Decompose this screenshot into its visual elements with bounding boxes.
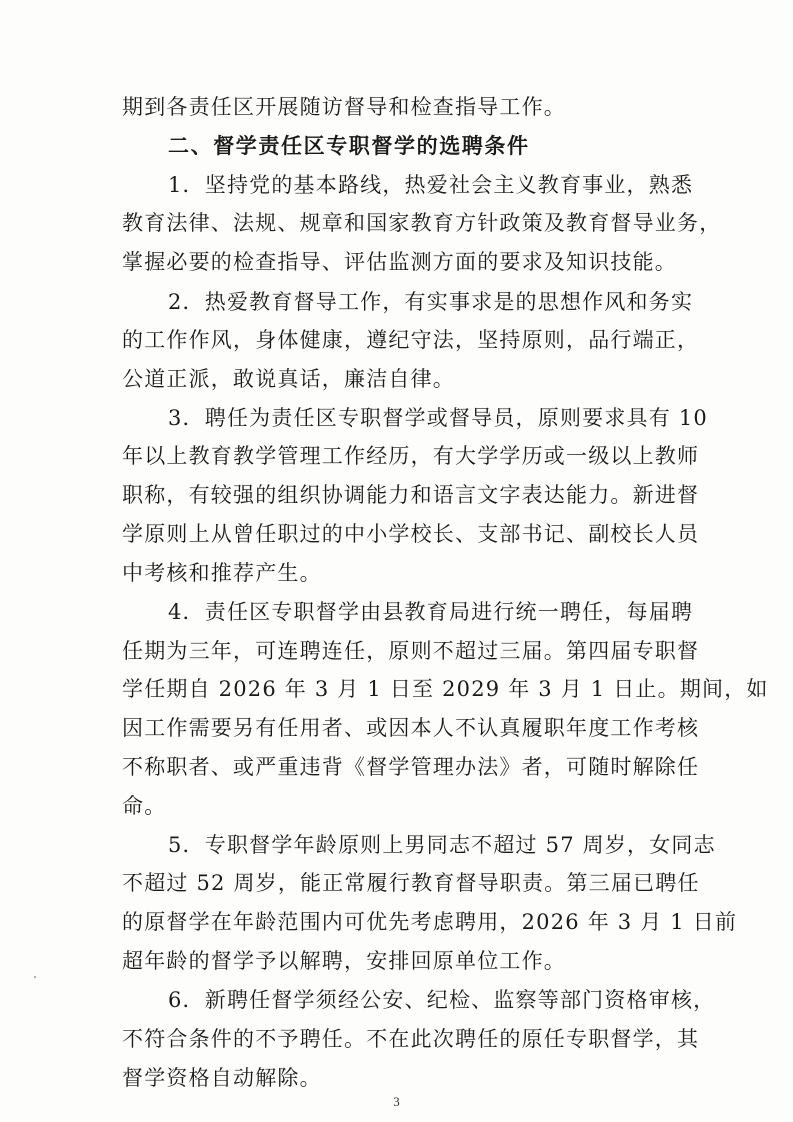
text-line: 的原督学在年龄范围内可优先考虑聘用，2026 年 3 月 1 日前 [122,910,738,934]
text-line: 职称，有较强的组织协调能力和语言文字表达能力。新进督 [122,483,700,507]
text-line: 5．专职督学年龄原则上男同志不超过 57 周岁，女同志 [168,833,716,857]
text-line: 任期为三年，可连聘连任，原则不超过三届。第四届专职督 [122,639,700,663]
text-line: 不超过 52 周岁，能正常履行教育督导职责。第三届已聘任 [122,871,700,895]
text-line: 不符合条件的不予聘任。不在此次聘任的原任专职督学，其 [122,1027,700,1051]
text-line: 2．热爱教育督导工作，有实事求是的思想作风和务实 [168,290,694,314]
page-number: 3 [393,1094,400,1109]
text-line: 督学资格自动解除。 [122,1066,322,1090]
text-line: 学原则上从曾任职过的中小学校长、支部书记、副校长人员 [122,522,700,546]
section-heading: 二、督学责任区专职督学的选聘条件 [168,134,530,158]
text-line: 超年龄的督学予以解聘，安排回原单位工作。 [122,949,566,973]
text-line: 6．新聘任督学须经公安、纪检、监察等部门资格审核， [168,988,716,1012]
text-line: 1．坚持党的基本路线，热爱社会主义教育事业，熟悉 [168,173,694,197]
text-line: 期到各责任区开展随访督导和检查指导工作。 [122,95,566,119]
text-line: 命。 [122,794,167,818]
text-line: 学任期自 2026 年 3 月 1 日至 2029 年 3 月 1 日止。期间，如 [122,677,769,701]
text-line: 中考核和推荐产生。 [122,561,322,585]
text-line: 3．聘任为责任区专职督学或督导员，原则要求具有 10 [168,406,708,430]
text-line: 公道正派，敢说真话，廉洁自律。 [122,367,455,391]
text-line: 年以上教育教学管理工作经历，有大学学历或一级以上教师 [122,444,700,468]
text-line: 掌握必要的检查指导、评估监测方面的要求及知识技能。 [122,250,677,274]
text-line: 不称职者、或严重违背《督学管理办法》者，可随时解除任 [122,755,700,779]
text-line: 教育法律、法规、规章和国家教育方针政策及教育督导业务， [122,211,722,235]
text-line: 4．责任区专职督学由县教育局进行统一聘任，每届聘 [168,600,694,624]
scan-speck [34,976,36,978]
text-line: 因工作需要另有任用者、或因本人不认真履职年度工作考核 [122,716,700,740]
text-line: 的工作作风，身体健康，遵纪守法，坚持原则，品行端正， [122,328,700,352]
